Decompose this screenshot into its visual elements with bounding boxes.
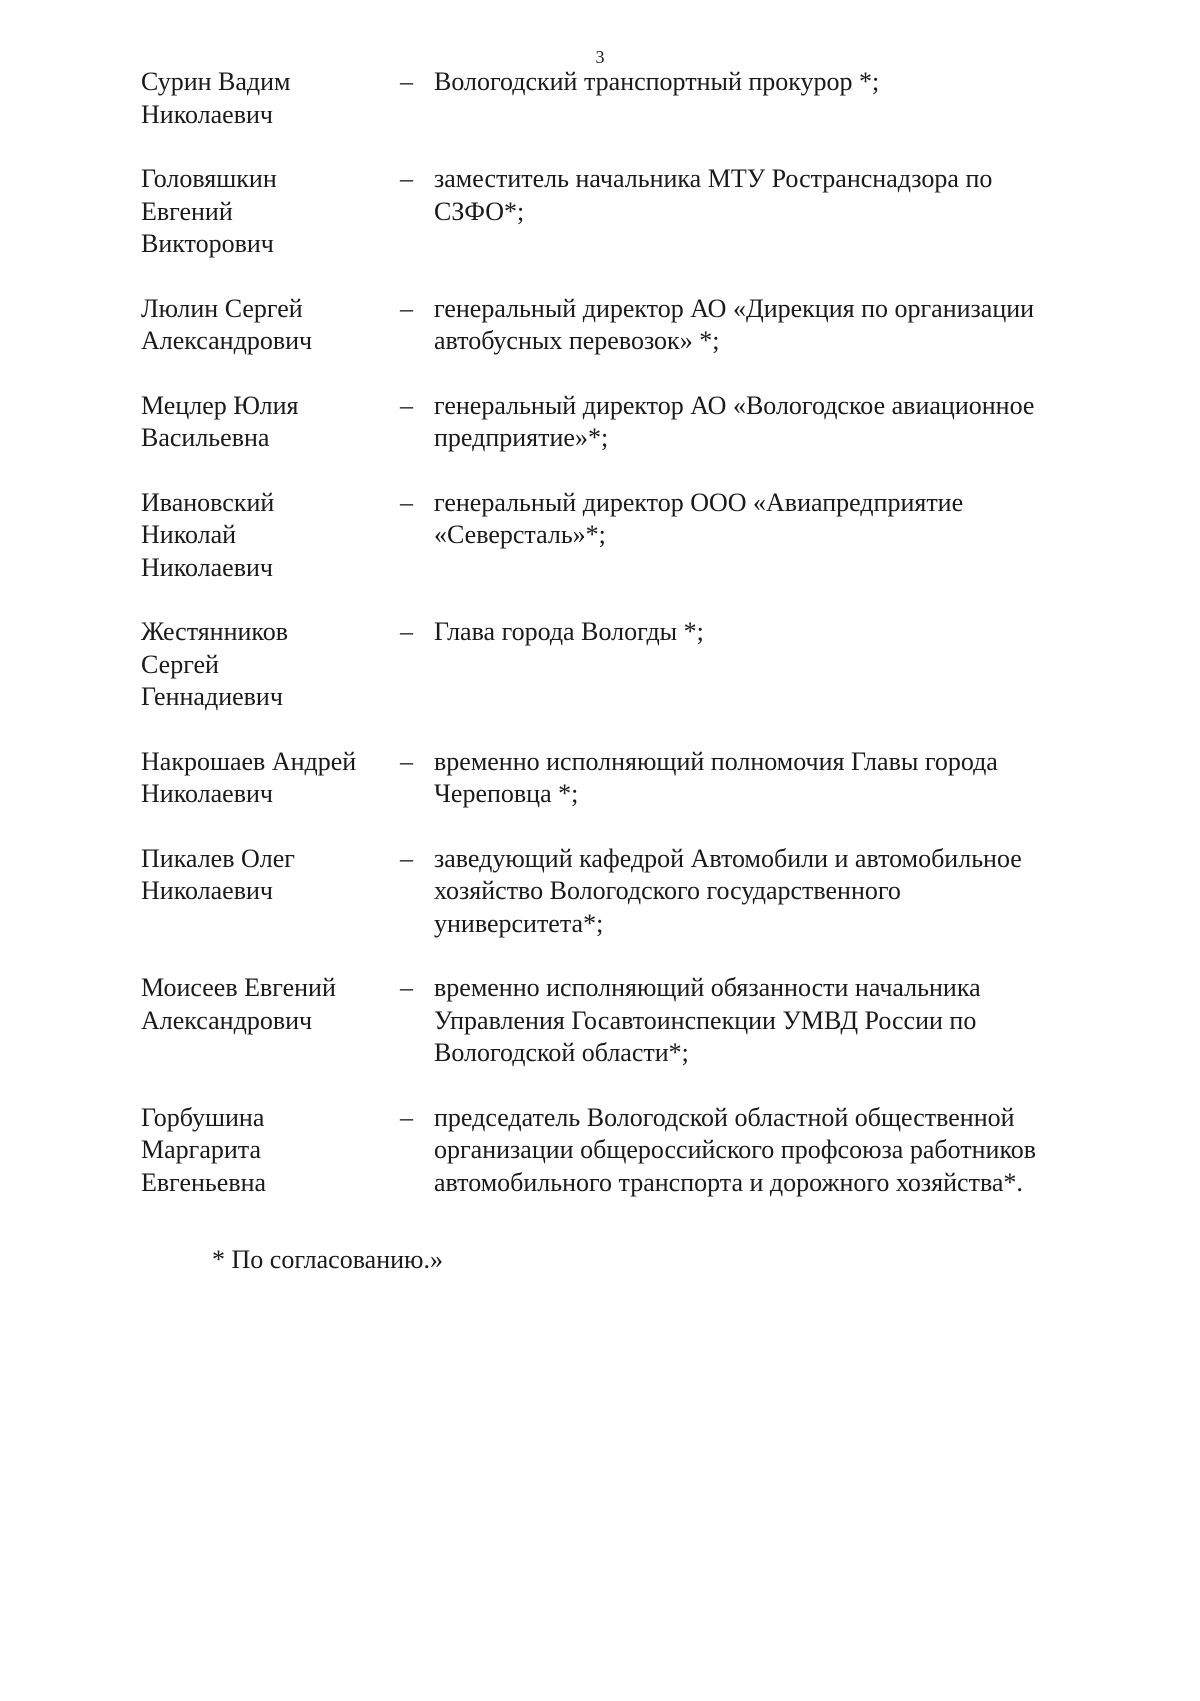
dash-separator: – bbox=[400, 746, 413, 776]
member-entry bbox=[141, 1102, 1121, 1200]
member-entry bbox=[141, 66, 1121, 131]
member-name: Головяшкин Евгений Викторович bbox=[141, 164, 277, 258]
member-entry bbox=[141, 293, 1121, 358]
footnote: * По согласованию.» bbox=[212, 1245, 443, 1274]
member-name: Пикалев Олег Николаевич bbox=[141, 843, 295, 905]
dash-separator: – bbox=[400, 164, 413, 193]
member-entry bbox=[141, 746, 1121, 811]
member-role: Вологодский транспортный прокурор *; bbox=[434, 67, 880, 96]
member-name: Мецлер Юлия Васильевна bbox=[141, 390, 299, 452]
dash-separator: – bbox=[400, 843, 413, 873]
member-name: Люлин Сергей Александрович bbox=[141, 293, 313, 355]
member-name: Ивановский Николай Николаевич bbox=[141, 487, 275, 582]
member-role: временно исполняющий полномочия Главы города Череповца *; bbox=[434, 746, 998, 808]
member-entry bbox=[141, 843, 1121, 941]
member-entry bbox=[141, 390, 1121, 455]
member-role: председатель Вологодской областной общественной организации общероссийского профсоюза работников автомобильного транспорта и дорожного хозяйства*. bbox=[434, 1102, 1037, 1197]
member-entry bbox=[141, 487, 1121, 585]
member-role: генеральный директор ООО «Авиапредприятие «Северсталь»*; bbox=[434, 487, 964, 549]
member-list bbox=[141, 66, 1121, 1199]
member-role: генеральный директор АО «Дирекция по организации автобусных перевозок» *; bbox=[434, 293, 1035, 355]
dash-separator: – bbox=[400, 973, 413, 1002]
dash-separator: – bbox=[400, 390, 413, 420]
member-role: заведующий кафедрой Автомобили и автомобильное хозяйство Вологодского государственного университета*; bbox=[434, 843, 1022, 938]
member-name: Накрошаев Андрей Николаевич bbox=[141, 746, 357, 808]
dash-separator: – bbox=[400, 293, 413, 323]
member-role: заместитель начальника МТУ Ространснадзора по СЗФО*; bbox=[434, 164, 993, 226]
dash-separator: – bbox=[400, 67, 413, 96]
member-name: Горбушина Маргарита Евгеньевна bbox=[141, 1102, 267, 1197]
member-name: Моисеев Евгений Александрович bbox=[141, 973, 336, 1035]
member-entry bbox=[141, 616, 1121, 714]
member-name: Сурин Вадим Николаевич bbox=[141, 67, 291, 129]
member-entry bbox=[141, 163, 1121, 261]
member-entry bbox=[141, 972, 1121, 1070]
member-role: Глава города Вологды *; bbox=[434, 617, 704, 646]
dash-separator: – bbox=[400, 487, 413, 517]
page-number: 3 bbox=[595, 47, 605, 67]
member-name: Жестянников Сергей Геннадиевич bbox=[141, 617, 289, 711]
member-role: генеральный директор АО «Вологодское авиационное предприятие»*; bbox=[434, 390, 1035, 452]
dash-separator: – bbox=[400, 617, 413, 646]
member-role: временно исполняющий обязанности начальника Управления Госавтоинспекции УМВД России по Вологодской области*; bbox=[434, 973, 981, 1067]
dash-separator: – bbox=[400, 1102, 413, 1132]
